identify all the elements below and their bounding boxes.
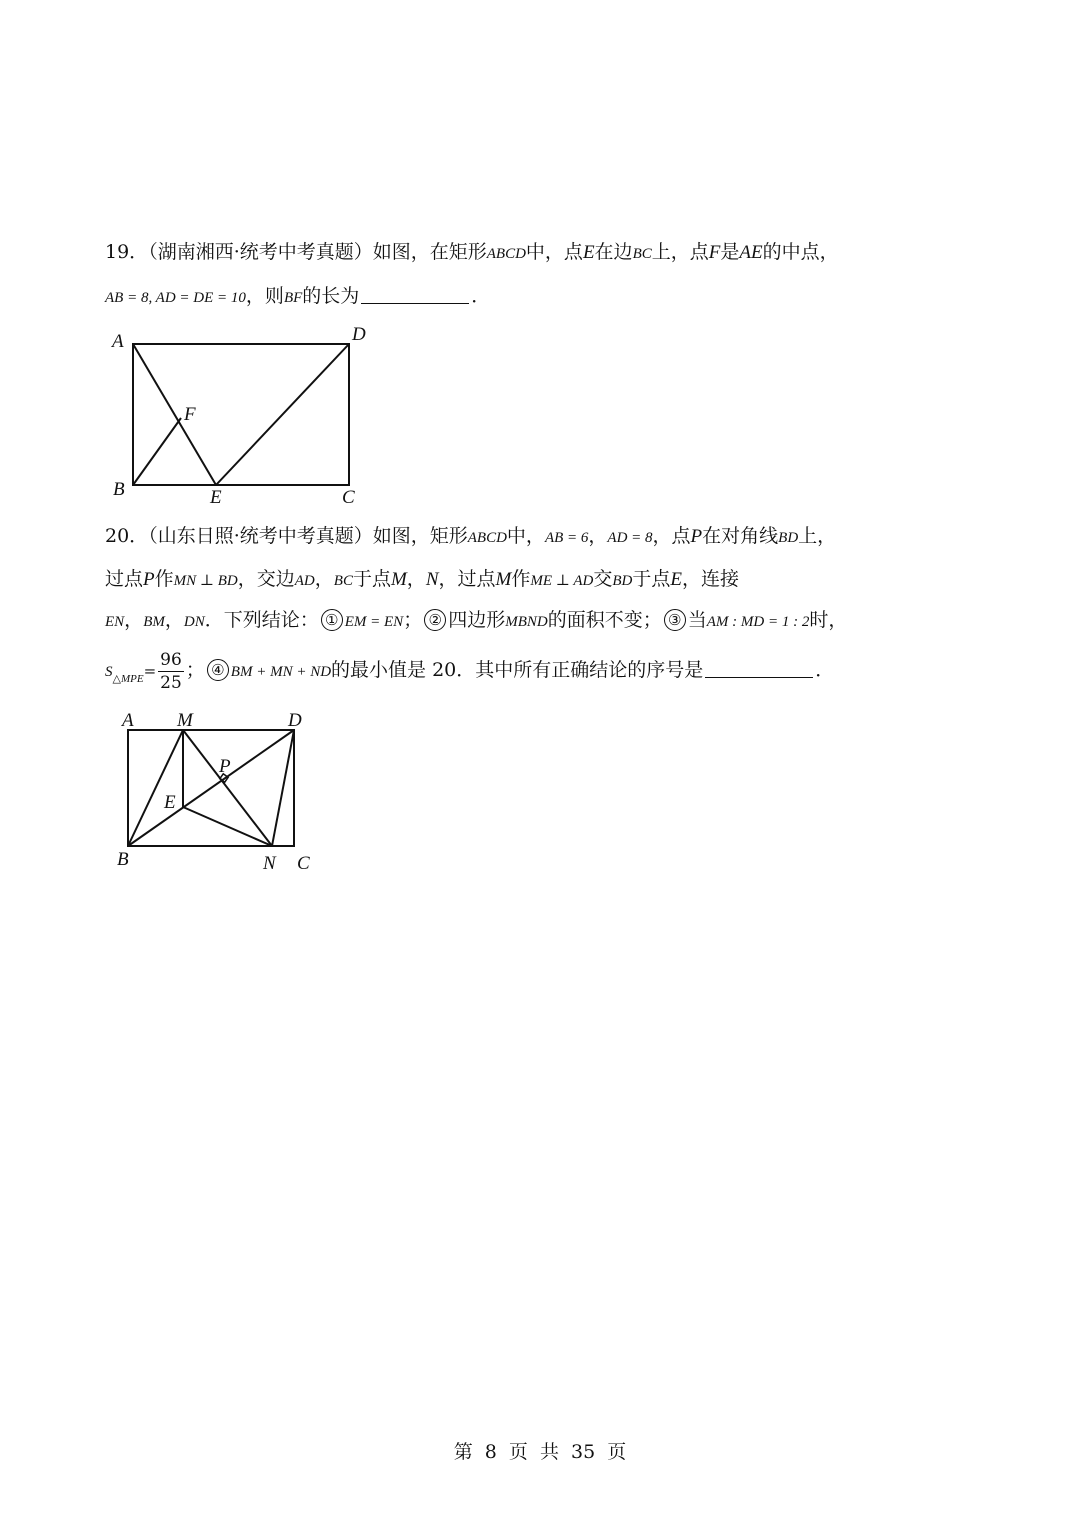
- math-ab6: AB = 6: [544, 530, 589, 546]
- question-number: 20．: [105, 525, 149, 547]
- q20-text: 四边形: [448, 609, 506, 631]
- q20-text: ；: [403, 609, 423, 631]
- q20-text: 在对角线: [702, 525, 779, 547]
- math-bm: BM: [143, 614, 165, 630]
- q20-text: ，交边: [237, 568, 295, 590]
- q20-line-2: [105, 567, 739, 593]
- q20-text: 的最小值是 20．其中所有正确结论的序号是: [331, 659, 704, 681]
- label-d: D: [352, 324, 366, 345]
- math-bf: BF: [283, 290, 303, 306]
- q20-text: ，: [124, 609, 144, 631]
- rectangle-abcd: [133, 344, 349, 485]
- q20-text: 时，: [809, 609, 848, 631]
- segment-bm: [128, 730, 183, 846]
- math-equals: =: [143, 662, 157, 680]
- q20-text: ，过点: [438, 568, 496, 590]
- label-e: E: [164, 792, 176, 813]
- math-dn: DN: [183, 614, 205, 630]
- label-b: B: [117, 849, 129, 870]
- math-mbnd: MBND: [505, 614, 548, 630]
- math-ad: AD: [294, 573, 315, 589]
- math-bc: BC: [333, 573, 353, 589]
- label-d: D: [288, 710, 302, 731]
- q19-text: 如图，在矩形: [372, 241, 487, 263]
- q20-text: 的面积不变；: [547, 609, 662, 631]
- circled-number-4: ④: [207, 659, 229, 681]
- math-abcd: ABCD: [486, 246, 526, 262]
- label-n: N: [263, 853, 276, 874]
- math-sum: BM + MN + ND: [230, 664, 332, 680]
- q19-figure: [100, 320, 380, 510]
- label-c: C: [297, 853, 310, 874]
- q20-text: 当: [687, 609, 707, 631]
- q19-line-2: [105, 284, 490, 310]
- label-b: B: [113, 479, 125, 500]
- math-bd: BD: [778, 530, 799, 546]
- q20-text: 作: [154, 568, 174, 590]
- q20-line-4: [105, 645, 834, 704]
- label-c: C: [342, 487, 355, 508]
- q20-text: ．下列结论：: [204, 609, 319, 631]
- q20-text: ；: [185, 659, 205, 681]
- math-s-subscript: △MPE: [112, 673, 144, 685]
- segment-en: [183, 807, 272, 846]
- q19-text: 是: [720, 241, 740, 263]
- q19-text: ，则: [245, 285, 284, 307]
- q20-text: ，: [406, 568, 426, 590]
- math-em-en: EM = EN: [344, 614, 404, 630]
- math-p: P: [143, 569, 155, 590]
- q20-line-1: [105, 524, 836, 550]
- math-s: S: [105, 664, 113, 680]
- circled-number-3: ③: [664, 609, 686, 631]
- q20-text: ，: [588, 525, 608, 547]
- q20-text: 作: [511, 568, 531, 590]
- q20-text: ，点: [652, 525, 691, 547]
- q19-text: 在边: [594, 241, 633, 263]
- math-mn-perp-bd: MN ⊥ BD: [173, 573, 238, 589]
- math-ratio: AM : MD = 1 : 2: [706, 614, 810, 630]
- segment-dn: [272, 730, 294, 846]
- q20-text: 交: [593, 568, 613, 590]
- q20-text: 如图，矩形: [372, 525, 468, 547]
- math-f: F: [708, 242, 721, 263]
- math-en: EN: [105, 614, 125, 630]
- q19-text: ．: [471, 285, 491, 307]
- q20-line-3: [105, 608, 847, 634]
- q20-text: 中，: [506, 525, 545, 547]
- math-me-perp-ad: ME ⊥ AD: [530, 573, 594, 589]
- question-source: （湖南湘西·统考中考真题）: [148, 241, 373, 263]
- math-e: E: [582, 242, 595, 263]
- math-given: AB = 8, AD = DE = 10: [105, 290, 246, 306]
- q20-text: 于点: [632, 568, 671, 590]
- q19-text: 上，点: [651, 241, 709, 263]
- math-ae: AE: [739, 242, 763, 263]
- q20-text: 过点: [105, 568, 144, 590]
- math-abcd: ABCD: [467, 530, 507, 546]
- math-p: P: [690, 526, 703, 547]
- page-footer: 第 8 页 共 35 页: [453, 1441, 627, 1463]
- circled-number-1: ①: [321, 609, 343, 631]
- math-bc: BC: [632, 246, 652, 262]
- answer-blank[interactable]: [361, 285, 469, 304]
- fraction: [158, 649, 184, 694]
- q20-text: ，: [314, 568, 334, 590]
- q20-figure: [100, 700, 340, 880]
- q20-text: 于点: [352, 568, 391, 590]
- label-f: F: [184, 404, 196, 425]
- circled-number-2: ②: [424, 609, 446, 631]
- math-m: M: [390, 569, 407, 590]
- math-ad8: AD = 8: [607, 530, 653, 546]
- q20-text: 上，: [798, 525, 837, 547]
- label-a: A: [112, 331, 124, 352]
- question-source: （山东日照·统考中考真题）: [148, 525, 373, 547]
- q19-text: 中，点: [525, 241, 583, 263]
- q20-text: ．: [815, 659, 835, 681]
- q20-text: ，连接: [682, 568, 740, 590]
- segment-bf: [133, 418, 181, 485]
- segment-mn: [183, 730, 272, 846]
- q19-line-1: [105, 240, 839, 266]
- q20-text: ，: [164, 609, 184, 631]
- label-a: A: [122, 710, 134, 731]
- math-bd: BD: [612, 573, 633, 589]
- label-p: P: [219, 756, 231, 777]
- segment-de: [216, 344, 349, 485]
- answer-blank[interactable]: [705, 659, 813, 678]
- math-m: M: [495, 569, 512, 590]
- question-number: 19．: [105, 241, 149, 263]
- math-e: E: [670, 569, 682, 590]
- fraction-numerator: 96: [160, 649, 182, 670]
- segment-ae: [133, 344, 216, 485]
- q19-text: 的长为: [302, 285, 360, 307]
- math-n: N: [425, 569, 439, 590]
- diagonal-bd: [128, 730, 294, 846]
- fraction-denominator: 25: [160, 672, 182, 693]
- label-e: E: [210, 487, 222, 508]
- q19-text: 的中点，: [762, 241, 839, 263]
- label-m: M: [177, 710, 193, 731]
